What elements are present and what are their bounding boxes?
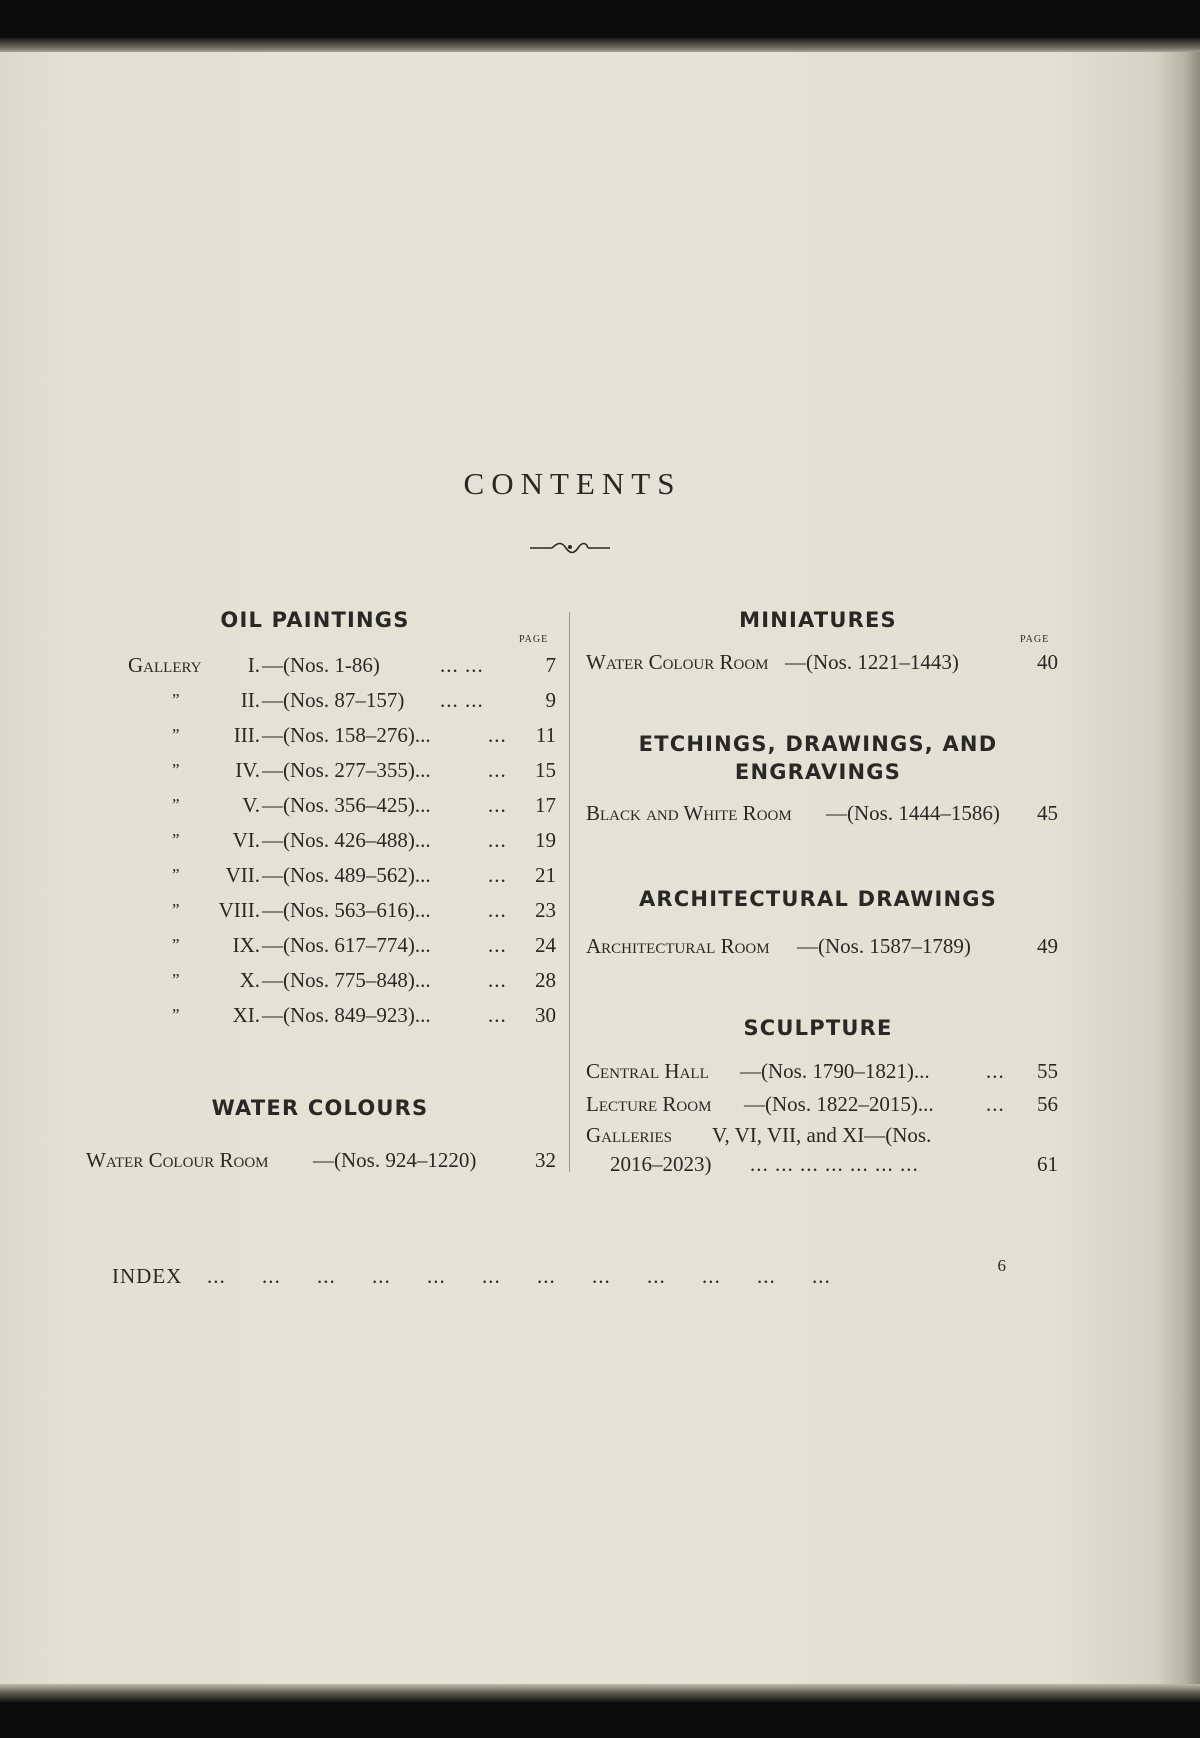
book-spine-edge (1160, 52, 1200, 1686)
gallery-nos: —(Nos. 1-86) (262, 653, 380, 677)
etchings-heading-line2: ENGRAVINGS (734, 760, 902, 784)
room-name: Water Colour Room (586, 650, 769, 674)
gallery-number: X. (239, 968, 260, 992)
gallery-word: Gallery (128, 653, 202, 677)
gallery-nos: —(Nos. 849–923)... (262, 1003, 431, 1027)
page-column-label: PAGE (1020, 634, 1050, 645)
architectural-heading: ARCHITECTURAL DRAWINGS (638, 887, 998, 911)
page-number: 15 (535, 758, 556, 782)
leader-dots: ... ... ... ... ... ... ... ... ... ... ... ... (207, 1264, 831, 1288)
sculpture-galleries-row-cont (0, 1150, 1100, 1178)
ditto-mark: ” (172, 900, 180, 919)
gallery-nos: —(Nos. 617–774)... (262, 933, 431, 957)
page-number: 17 (535, 793, 556, 817)
room-name: Water Colour Room (86, 1148, 269, 1172)
page-number: 45 (1037, 801, 1058, 825)
column-divider (569, 612, 570, 1172)
leader-dots: ... (488, 723, 507, 747)
sculpture-row (0, 1090, 1100, 1118)
gallery-row (0, 966, 560, 994)
room-nos-cont: 2016–2023) (610, 1152, 712, 1176)
gallery-number: III. (233, 723, 260, 747)
room-nos: —(Nos. 1221–1443) (785, 650, 959, 674)
book-bottom-edge (0, 1684, 1200, 1702)
etchings-row (0, 799, 1100, 827)
leader-dots: ... (488, 933, 507, 957)
gallery-number: IX. (232, 933, 260, 957)
page-number: 6 (997, 1256, 1006, 1275)
gallery-number: VI. (232, 828, 260, 852)
gallery-row (0, 896, 560, 924)
leader-dots: ... (986, 1092, 1005, 1116)
leader-dots: ... ... (440, 653, 484, 677)
page-number: 28 (535, 968, 556, 992)
room-nos: V, VI, VII, and XI—(Nos. (712, 1123, 932, 1147)
page-number: 24 (535, 933, 556, 957)
room-name: Central Hall (586, 1059, 709, 1083)
page-number: 7 (545, 653, 556, 677)
leader-dots: ... ... ... ... ... ... ... (750, 1152, 919, 1176)
sculpture-row (0, 1057, 1100, 1085)
page-number: 11 (535, 723, 556, 747)
index-label: INDEX (112, 1264, 183, 1288)
etchings-heading (588, 730, 1048, 786)
leader-dots: ... (488, 863, 507, 887)
ditto-mark: ” (172, 725, 180, 744)
leader-dots: ... (488, 1003, 507, 1027)
leader-dots: ... (986, 1059, 1005, 1083)
leader-dots: ... (488, 793, 507, 817)
miniatures-row (0, 648, 1100, 676)
gallery-number: II. (240, 688, 260, 712)
index-row (0, 1256, 1100, 1290)
gallery-row (0, 826, 560, 854)
gallery-row (0, 756, 560, 784)
page-number: 21 (535, 863, 556, 887)
ditto-mark: ” (172, 1005, 180, 1024)
gallery-row (0, 686, 560, 714)
ditto-mark: ” (172, 795, 180, 814)
page-number: 56 (1037, 1092, 1058, 1116)
gallery-number: I. (247, 653, 260, 677)
miniatures-heading: MINIATURES (739, 608, 897, 632)
room-name: Lecture Room (586, 1092, 712, 1116)
oil-paintings-heading: OIL PAINTINGS (220, 608, 410, 632)
room-nos: —(Nos. 1790–1821)... (740, 1059, 930, 1083)
gallery-row (0, 721, 560, 749)
gallery-number: V. (242, 793, 260, 817)
page-number: 19 (535, 828, 556, 852)
page-title: CONTENTS (463, 466, 682, 501)
sculpture-heading: SCULPTURE (743, 1016, 893, 1040)
ditto-mark: ” (172, 830, 180, 849)
ditto-mark: ” (172, 970, 180, 989)
page-number: 49 (1037, 934, 1058, 958)
room-nos: —(Nos. 924–1220) (313, 1148, 477, 1172)
gallery-number: VIII. (218, 898, 260, 922)
page-number: 32 (535, 1148, 556, 1172)
gallery-number: XI. (232, 1003, 260, 1027)
room-nos: —(Nos. 1822–2015)... (744, 1092, 934, 1116)
page-number: 30 (535, 1003, 556, 1027)
page-number: 61 (1037, 1152, 1058, 1176)
page-number: 23 (535, 898, 556, 922)
ditto-mark: ” (172, 760, 180, 779)
gallery-number: VII. (225, 863, 260, 887)
etchings-heading-line1: ETCHINGS, DRAWINGS, AND (638, 732, 998, 756)
ditto-mark: ” (172, 935, 180, 954)
gallery-nos: —(Nos. 158–276)... (262, 723, 431, 747)
water-colours-heading: WATER COLOURS (211, 1096, 429, 1120)
sculpture-galleries-row (0, 1121, 1100, 1149)
ditto-mark: ” (172, 690, 180, 709)
page-number: 40 (1037, 650, 1058, 674)
leader-dots: ... (488, 968, 507, 992)
leader-dots: ... ... (440, 688, 484, 712)
ornament-icon (528, 540, 612, 556)
room-nos: —(Nos. 1587–1789) (797, 934, 971, 958)
ditto-mark: ” (172, 865, 180, 884)
room-nos: —(Nos. 1444–1586) (826, 801, 1000, 825)
page-number: 9 (545, 688, 556, 712)
leader-dots: ... (488, 758, 507, 782)
leader-dots: ... (488, 828, 507, 852)
gallery-row (0, 861, 560, 889)
gallery-nos: —(Nos. 277–355)... (262, 758, 431, 782)
gallery-number: IV. (235, 758, 260, 782)
gallery-nos: —(Nos. 563–616)... (262, 898, 431, 922)
architectural-row (0, 932, 1100, 960)
gallery-row (0, 1001, 560, 1029)
page-column-label: PAGE (519, 634, 549, 645)
room-name: Galleries (586, 1123, 672, 1147)
gallery-nos: —(Nos. 426–488)... (262, 828, 431, 852)
room-name: Black and White Room (586, 801, 792, 825)
gallery-nos: —(Nos. 489–562)... (262, 863, 431, 887)
gallery-nos: —(Nos. 775–848)... (262, 968, 431, 992)
page-number: 55 (1037, 1059, 1058, 1083)
gallery-nos: —(Nos. 356–425)... (262, 793, 431, 817)
gallery-nos: —(Nos. 87–157) (262, 688, 405, 712)
leader-dots: ... (488, 898, 507, 922)
room-name: Architectural Room (586, 934, 770, 958)
